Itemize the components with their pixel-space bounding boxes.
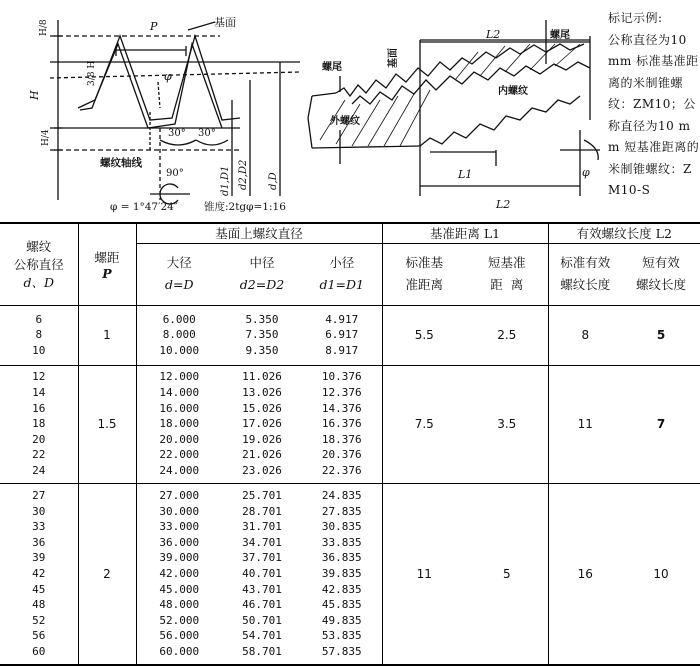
pitch_dia-value: 17.026 bbox=[242, 417, 282, 431]
nominal-value: 12 bbox=[32, 370, 46, 384]
l2-top-label: L2 bbox=[486, 28, 501, 41]
minor-diameter-cell bbox=[302, 305, 382, 365]
major-value: 16.000 bbox=[159, 401, 200, 415]
base-face-label: 基面 bbox=[214, 16, 236, 29]
major-value: 22.000 bbox=[159, 448, 200, 462]
h8-label: H/8 bbox=[39, 19, 49, 36]
thread-end-left-label: 螺尾 bbox=[322, 62, 342, 73]
phi-formula: φ = 1°47′24″ bbox=[110, 201, 178, 213]
header-base-diameters: 基面上螺纹直径 bbox=[136, 223, 382, 243]
minor-value: 36.835 bbox=[321, 551, 362, 565]
major-value: 39.000 bbox=[159, 551, 200, 565]
major-value: 60.000 bbox=[159, 644, 200, 658]
phi-label-left: φ bbox=[164, 70, 172, 83]
nominal-value: 48 bbox=[32, 598, 46, 612]
note-body: 公称直径为10 mm 标准基准距离的米制锥螺纹：ZM10；公称直径为10 mm 短基准距离的米制锥螺纹：ZM10-S bbox=[608, 32, 700, 197]
pitch_dia-value: 23.026 bbox=[242, 463, 282, 477]
major-value: 14.000 bbox=[159, 386, 200, 400]
nominal-value: 42 bbox=[32, 566, 46, 580]
minor-value: 22.376 bbox=[321, 463, 362, 477]
nominal-diameters-cell bbox=[0, 483, 78, 665]
header-standard-base-distance: 标准基 准距离 bbox=[382, 243, 466, 305]
d2-label: d2,D2 bbox=[238, 159, 249, 190]
pitch_dia-value: 28.701 bbox=[242, 504, 282, 518]
standard-base-distance-cell: 5.5 bbox=[382, 305, 466, 365]
header-short-base-distance: 短基准 距 离 bbox=[466, 243, 548, 305]
phi-label-right: φ bbox=[582, 166, 590, 179]
minor-value: 53.835 bbox=[321, 629, 362, 643]
minor-value: 6.917 bbox=[325, 328, 359, 342]
major-value: 27.000 bbox=[159, 488, 200, 502]
header-nominal-diameter: 螺纹 公称直径 d、D bbox=[0, 223, 78, 305]
thread-end-right-label: 螺尾 bbox=[550, 30, 570, 41]
major-diameter-cell bbox=[136, 483, 222, 665]
l1-label: L1 bbox=[458, 168, 473, 181]
nominal-value: 6 bbox=[35, 312, 43, 326]
l2-bottom-label: L2 bbox=[496, 198, 511, 211]
external-thread-label: 外螺纹 bbox=[330, 116, 360, 127]
nominal-value: 36 bbox=[32, 535, 46, 549]
angle-label-1: 30° bbox=[168, 128, 186, 139]
nominal-value: 20 bbox=[32, 432, 46, 446]
standard-base-distance-cell: 7.5 bbox=[382, 365, 466, 483]
pitch_dia-value: 40.701 bbox=[242, 566, 282, 580]
nominal-value: 60 bbox=[32, 644, 46, 658]
internal-thread-label: 内螺纹 bbox=[498, 86, 528, 97]
d-label: d,D bbox=[268, 172, 279, 190]
standard-effective-length-cell: 8 bbox=[548, 305, 622, 365]
nominal-diameters-cell bbox=[0, 365, 78, 483]
major-value: 24.000 bbox=[159, 463, 200, 477]
header-short-effective-length: 短有效 螺纹长度 bbox=[622, 243, 700, 305]
pitch_dia-value: 50.701 bbox=[242, 613, 282, 627]
pitch_dia-value: 43.701 bbox=[242, 582, 282, 596]
pitch-cell: 1 bbox=[78, 305, 136, 365]
minor-value: 4.917 bbox=[325, 312, 359, 326]
base-face-right-label: 基面 bbox=[388, 48, 399, 68]
nominal-value: 22 bbox=[32, 448, 46, 462]
pitch_dia-value: 34.701 bbox=[242, 535, 282, 549]
header-pitch-diameter: 中径 d2=D2 bbox=[222, 243, 302, 305]
minor-value: 10.376 bbox=[321, 370, 362, 384]
minor-value: 57.835 bbox=[321, 644, 362, 658]
pitch-label: P bbox=[150, 20, 158, 33]
pitch_dia-value: 7.350 bbox=[245, 328, 279, 342]
nominal-value: 33 bbox=[32, 520, 46, 534]
minor-value: 39.835 bbox=[321, 566, 362, 580]
pitch_dia-value: 15.026 bbox=[242, 401, 282, 415]
major-value: 33.000 bbox=[159, 520, 200, 534]
major-value: 45.000 bbox=[159, 582, 200, 596]
header-major-diameter: 大径 d=D bbox=[136, 243, 222, 305]
nominal-value: 14 bbox=[32, 386, 46, 400]
major-value: 6.000 bbox=[162, 312, 196, 326]
pitch_dia-value: 5.350 bbox=[245, 312, 279, 326]
major-value: 52.000 bbox=[159, 613, 200, 627]
pitch_dia-value: 58.701 bbox=[242, 644, 282, 658]
major-value: 30.000 bbox=[159, 504, 200, 518]
table-row-group-pitch-1-5 bbox=[0, 365, 700, 483]
nominal-value: 10 bbox=[32, 343, 46, 357]
pitch_dia-value: 13.026 bbox=[242, 386, 282, 400]
header-effective-length: 有效螺纹长度 L2 bbox=[548, 223, 700, 243]
h4-label: H/4 bbox=[41, 129, 51, 146]
minor-value: 42.835 bbox=[321, 582, 362, 596]
h38-label: 3/8 H bbox=[87, 60, 97, 86]
minor-value: 27.835 bbox=[321, 504, 362, 518]
minor-value: 49.835 bbox=[321, 613, 362, 627]
pitch_dia-value: 31.701 bbox=[242, 520, 282, 534]
pitch_dia-value: 11.026 bbox=[242, 370, 282, 384]
header-standard-effective-length: 标准有效 螺纹长度 bbox=[548, 243, 622, 305]
pitch_dia-value: 54.701 bbox=[242, 629, 282, 643]
major-value: 8.000 bbox=[162, 328, 196, 342]
pitch-cell: 2 bbox=[78, 483, 136, 665]
short-effective-length-cell: 7 bbox=[622, 365, 700, 483]
nominal-value: 30 bbox=[32, 504, 46, 518]
pitch_dia-value: 9.350 bbox=[245, 343, 279, 357]
pitch_dia-value: 37.701 bbox=[242, 551, 282, 565]
major-diameter-cell bbox=[136, 305, 222, 365]
minor-value: 45.835 bbox=[321, 598, 362, 612]
minor-value: 24.835 bbox=[321, 488, 362, 502]
header-pitch: 螺距 P bbox=[78, 223, 136, 305]
angle-label-2: 30° bbox=[198, 128, 216, 139]
major-value: 20.000 bbox=[159, 432, 200, 446]
thread-profile-figure bbox=[0, 0, 700, 236]
table-row-group-pitch-1 bbox=[0, 305, 700, 365]
minor-value: 8.917 bbox=[325, 343, 359, 357]
minor-value: 12.376 bbox=[321, 386, 362, 400]
pitch-cell: 1.5 bbox=[78, 365, 136, 483]
taper-formula: 锥度:2tgφ=1:16 bbox=[204, 201, 286, 213]
minor-value: 33.835 bbox=[321, 535, 362, 549]
pitch_dia-value: 46.701 bbox=[242, 598, 282, 612]
nominal-value: 16 bbox=[32, 401, 46, 415]
major-diameter-cell bbox=[136, 365, 222, 483]
metric-taper-thread-table bbox=[0, 222, 700, 666]
pitch-diameter-cell bbox=[222, 483, 302, 665]
nominal-value: 27 bbox=[32, 488, 46, 502]
ninety-label: 90° bbox=[166, 168, 184, 179]
header-minor-diameter: 小径 d1=D1 bbox=[302, 243, 382, 305]
nominal-value: 18 bbox=[32, 417, 46, 431]
major-value: 48.000 bbox=[159, 598, 200, 612]
minor-value: 18.376 bbox=[321, 432, 362, 446]
short-effective-length-cell: 5 bbox=[622, 305, 700, 365]
major-value: 42.000 bbox=[159, 566, 200, 580]
nominal-value: 24 bbox=[32, 463, 46, 477]
thread-axis-label: 螺纹轴线 bbox=[100, 157, 142, 169]
h-label: H bbox=[28, 90, 41, 100]
major-value: 12.000 bbox=[159, 370, 200, 384]
minor-diameter-cell bbox=[302, 365, 382, 483]
major-value: 18.000 bbox=[159, 417, 200, 431]
nominal-value: 8 bbox=[35, 328, 43, 342]
short-base-distance-cell: 3.5 bbox=[466, 365, 548, 483]
pitch_dia-value: 25.701 bbox=[242, 488, 282, 502]
major-value: 56.000 bbox=[159, 629, 200, 643]
nominal-value: 52 bbox=[32, 613, 46, 627]
marking-example-note bbox=[608, 8, 700, 202]
major-value: 10.000 bbox=[159, 343, 200, 357]
standard-effective-length-cell: 11 bbox=[548, 365, 622, 483]
d1-label: d1,D1 bbox=[220, 165, 231, 196]
pitch-diameter-cell bbox=[222, 365, 302, 483]
short-base-distance-cell: 5 bbox=[466, 483, 548, 665]
major-value: 36.000 bbox=[159, 535, 200, 549]
pitch_dia-value: 21.026 bbox=[242, 448, 282, 462]
nominal-diameters-cell bbox=[0, 305, 78, 365]
nominal-value: 45 bbox=[32, 582, 46, 596]
nominal-value: 39 bbox=[32, 551, 46, 565]
nominal-value: 56 bbox=[32, 629, 46, 643]
short-effective-length-cell: 10 bbox=[622, 483, 700, 665]
standard-effective-length-cell: 16 bbox=[548, 483, 622, 665]
header-base-distance: 基准距离 L1 bbox=[382, 223, 548, 243]
standard-base-distance-cell: 11 bbox=[382, 483, 466, 665]
minor-value: 14.376 bbox=[321, 401, 362, 415]
minor-diameter-cell bbox=[302, 483, 382, 665]
minor-value: 16.376 bbox=[321, 417, 362, 431]
note-title: 标记示例: bbox=[608, 11, 663, 25]
pitch_dia-value: 19.026 bbox=[242, 432, 282, 446]
minor-value: 20.376 bbox=[321, 448, 362, 462]
thread-assembly-diagram bbox=[308, 20, 600, 196]
pitch-diameter-cell bbox=[222, 305, 302, 365]
minor-value: 30.835 bbox=[321, 520, 362, 534]
short-base-distance-cell: 2.5 bbox=[466, 305, 548, 365]
table-row-group-pitch-2 bbox=[0, 483, 700, 665]
